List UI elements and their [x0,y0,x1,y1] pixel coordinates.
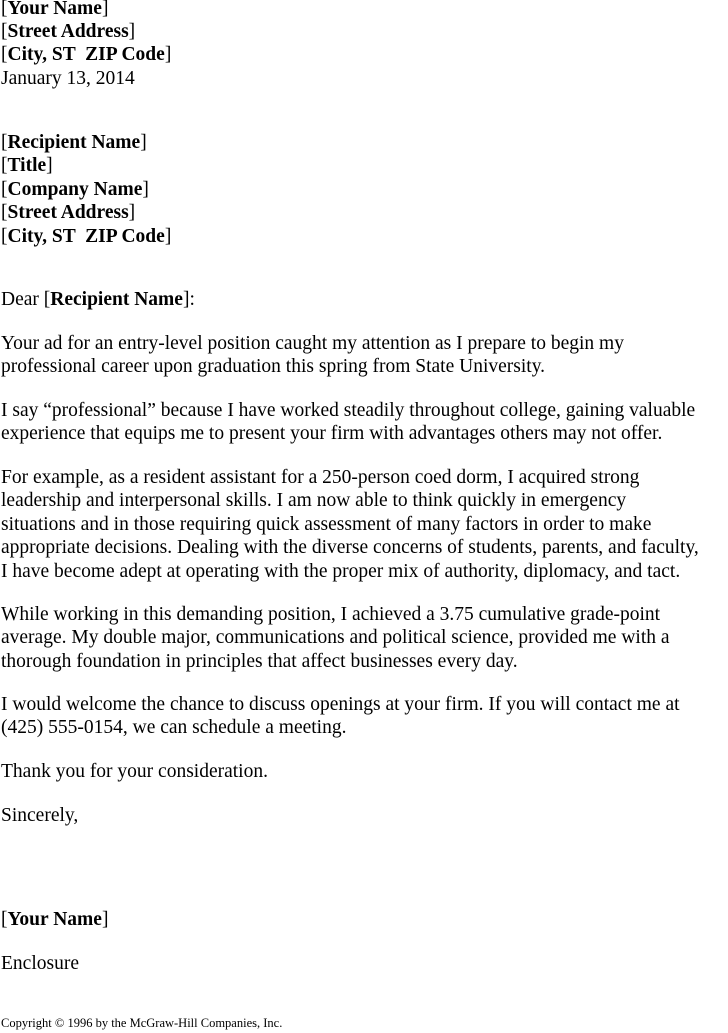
paragraph-line: (425) 555-0154, we can schedule a meeting. [1,717,347,739]
recipient-city-state-zip: City, ST ZIP Code [7,226,165,247]
body-paragraph-5 [1,693,728,740]
paragraph-line: average. My double major, communications and political science, provided me with a [1,627,670,649]
paragraph-line: situations and in those requiring quick assessment of many factors in order to make [1,513,652,535]
paragraph-line: I have become adept at operating with the proper mix of authority, diplomacy, and tact. [1,560,681,582]
signature-line: [Your Name] [1,909,109,930]
sender-name: Your Name [7,0,102,19]
salutation-recipient-name: Recipient Name [50,289,183,310]
letter-date: January 13, 2014 [1,68,135,89]
paragraph-line: For example, as a resident assistant for a 250-person coed dorm, I acquired strong [1,467,640,488]
body-paragraph-2 [1,399,728,446]
recipient-city-line: [City, ST ZIP Code] [1,226,172,247]
sender-city-line: [City, ST ZIP Code] [1,44,172,65]
salutation-suffix: ]: [182,289,195,310]
paragraph-line: While working in this demanding position, I achieved a 3.75 cumulative grade-point [1,604,661,625]
paragraph-line: Thank you for your consideration. [1,761,268,782]
body-paragraph-6 [1,760,728,783]
sender-name-line: [Your Name] [1,0,109,19]
paragraph-line: I say “professional” because I have worked steadily throughout college, gaining valuable [1,400,696,421]
recipient-street-line: [Street Address] [1,202,136,223]
paragraph-line: Your ad for an entry-level position caught my attention as I prepare to begin my [1,333,624,354]
recipient-company-line: [Company Name] [1,179,149,200]
recipient-street: Street Address [7,202,129,223]
salutation [1,288,195,311]
paragraph-line: I would welcome the chance to discuss openings at your firm. If you will contact me at [1,694,680,715]
salutation-prefix: Dear [ [1,289,51,310]
enclosure: Enclosure [1,953,79,974]
copyright-notice: Copyright © 1996 by the McGraw-Hill Companies, Inc. [1,1016,283,1030]
body-paragraph-4 [1,603,728,673]
body-paragraph-1 [1,332,728,379]
sender-city-state-zip: City, ST ZIP Code [7,44,165,65]
recipient-name: Recipient Name [7,132,141,153]
paragraph-line: leadership and interpersonal skills. I am now able to think quickly in emergency [1,490,627,512]
recipient-name-line: [Recipient Name] [1,132,147,153]
paragraph-line: experience that equips me to present your firm with advantages others may not offer. [1,423,663,445]
recipient-company: Company Name [7,179,143,200]
paragraph-line: thorough foundation in principles that affect businesses every day. [1,650,518,672]
sender-street: Street Address [7,21,129,42]
closing: Sincerely, [1,805,79,826]
recipient-title-line: [Title] [1,155,53,176]
paragraph-line: professional career upon graduation this spring from State University. [1,356,546,378]
recipient-title: Title [7,155,47,176]
paragraph-line: appropriate decisions. Dealing with the diverse concerns of students, parents, and faculty, [1,537,699,559]
signature-name: Your Name [7,909,102,930]
body-paragraph-3 [1,466,728,583]
sender-street-line: [Street Address] [1,21,136,42]
